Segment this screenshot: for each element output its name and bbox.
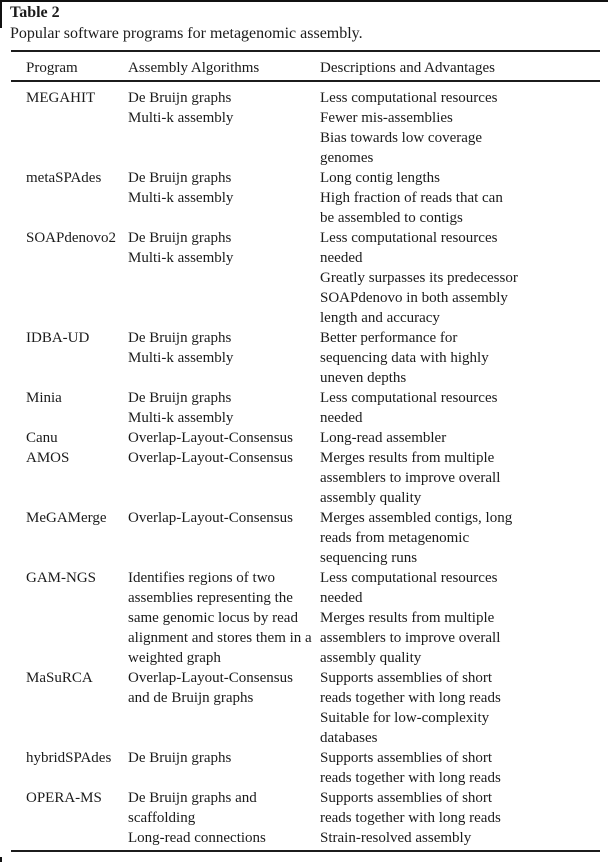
algorithm-line: and de Bruijn graphs: [128, 690, 254, 706]
cell-descriptions: [320, 168, 600, 228]
description-line: Less computational resources: [320, 230, 498, 246]
algorithm-line: Overlap-Layout-Consensus: [128, 670, 293, 686]
program-name: IDBA-UD: [26, 330, 90, 346]
program-name: metaSPAdes: [26, 170, 102, 186]
table-row: [11, 788, 600, 848]
description-line: reads together with long reads: [320, 810, 501, 826]
description-line: databases: [320, 730, 378, 746]
description-line: High fraction of reads that can: [320, 190, 503, 206]
algorithm-line: Overlap-Layout-Consensus: [128, 510, 293, 526]
algorithm-line: Multi-k assembly: [128, 190, 234, 206]
column-header-program: [11, 58, 128, 78]
description-line: SOAPdenovo in both assembly: [320, 290, 508, 306]
description-line: Better performance for: [320, 330, 458, 346]
program-name: Minia: [26, 390, 62, 406]
table-row: [11, 168, 600, 228]
cell-algorithms: [128, 328, 320, 368]
description-line: Long-read assembler: [320, 430, 447, 446]
cell-descriptions: [320, 668, 600, 748]
algorithm-line: Overlap-Layout-Consensus: [128, 430, 293, 446]
cell-algorithms: [128, 568, 320, 668]
description-line: Bias towards low coverage: [320, 130, 483, 146]
description-line: Fewer mis-assemblies: [320, 110, 453, 126]
algorithm-line: De Bruijn graphs: [128, 170, 232, 186]
table-row: [11, 668, 600, 748]
cell-descriptions: [320, 228, 600, 328]
table-caption: Popular software programs for metagenomic assembly.: [10, 25, 363, 42]
description-line: sequencing runs: [320, 550, 418, 566]
cell-algorithms: [128, 788, 320, 848]
cell-descriptions: [320, 568, 600, 668]
description-line: assembly quality: [320, 650, 422, 666]
algorithm-line: assemblies representing the: [128, 590, 293, 606]
algorithm-line: Long-read connections: [128, 830, 266, 846]
description-line: Merges results from multiple: [320, 450, 495, 466]
cell-program: [11, 228, 128, 248]
table-header-row: [11, 52, 600, 82]
program-name: Canu: [26, 430, 58, 446]
program-name: GAM-NGS: [26, 570, 97, 586]
description-line: reads together with long reads: [320, 770, 501, 786]
description-line: Supports assemblies of short: [320, 670, 493, 686]
description-line: Supports assemblies of short: [320, 750, 493, 766]
description-line: Less computational resources: [320, 90, 498, 106]
screenshot-edge-left: [0, 0, 2, 28]
description-line: be assembled to contigs: [320, 210, 463, 226]
table-row: [11, 428, 600, 448]
description-line: Greatly surpasses its predecessor: [320, 270, 518, 286]
screenshot-edge-bottom-left: [0, 857, 2, 862]
table-title: Table 2: [10, 4, 60, 21]
description-line: assemblers to improve overall: [320, 630, 501, 646]
table-row: [11, 88, 600, 168]
algorithm-line: alignment and stores them in a: [128, 630, 312, 646]
description-line: uneven depths: [320, 370, 407, 386]
screenshot-edge-top: [0, 0, 608, 2]
table-row: [11, 448, 600, 508]
algorithm-line: Identifies regions of two: [128, 570, 276, 586]
description-line: reads from metagenomic: [320, 530, 470, 546]
table-row: [11, 568, 600, 668]
algorithm-line: De Bruijn graphs: [128, 230, 232, 246]
program-name: AMOS: [26, 450, 70, 466]
algorithm-line: Multi-k assembly: [128, 350, 234, 366]
cell-program: [11, 568, 128, 588]
column-header-label: Assembly Algorithms: [128, 60, 260, 76]
program-name: MEGAHIT: [26, 90, 96, 106]
description-line: Merges assembled contigs, long: [320, 510, 513, 526]
cell-algorithms: [128, 168, 320, 208]
cell-program: [11, 428, 128, 448]
cell-program: [11, 508, 128, 528]
table-row: [11, 228, 600, 328]
table-row: [11, 328, 600, 388]
cell-descriptions: [320, 448, 600, 508]
algorithm-line: Multi-k assembly: [128, 410, 234, 426]
algorithm-line: scaffolding: [128, 810, 196, 826]
description-line: Less computational resources: [320, 570, 498, 586]
cell-algorithms: [128, 508, 320, 528]
cell-algorithms: [128, 668, 320, 708]
cell-algorithms: [128, 228, 320, 268]
cell-algorithms: [128, 748, 320, 768]
algorithm-line: Multi-k assembly: [128, 250, 234, 266]
description-line: Strain-resolved assembly: [320, 830, 472, 846]
cell-descriptions: [320, 388, 600, 428]
column-header-algorithms: [128, 58, 320, 78]
cell-descriptions: [320, 328, 600, 388]
description-line: sequencing data with highly: [320, 350, 489, 366]
algorithm-line: De Bruijn graphs: [128, 330, 232, 346]
cell-program: [11, 788, 128, 808]
algorithm-line: same genomic locus by read: [128, 610, 298, 626]
cell-algorithms: [128, 448, 320, 468]
description-line: assemblers to improve overall: [320, 470, 501, 486]
algorithm-line: Multi-k assembly: [128, 110, 234, 126]
program-name: hybridSPAdes: [26, 750, 112, 766]
cell-program: [11, 168, 128, 188]
program-name: SOAPdenovo2: [26, 230, 117, 246]
cell-program: [11, 448, 128, 468]
cell-algorithms: [128, 428, 320, 448]
table-row: [11, 748, 600, 788]
table-row: [11, 508, 600, 568]
algorithm-line: weighted graph: [128, 650, 221, 666]
software-table: [11, 50, 600, 852]
cell-algorithms: [128, 388, 320, 428]
description-line: assembly quality: [320, 490, 422, 506]
description-line: Long contig lengths: [320, 170, 440, 186]
program-name: MaSuRCA: [26, 670, 93, 686]
algorithm-line: Overlap-Layout-Consensus: [128, 450, 293, 466]
table-body: [11, 82, 600, 850]
table-row: [11, 388, 600, 428]
cell-descriptions: [320, 508, 600, 568]
program-name: OPERA-MS: [26, 790, 102, 806]
cell-program: [11, 88, 128, 108]
algorithm-line: De Bruijn graphs: [128, 750, 232, 766]
algorithm-line: De Bruijn graphs: [128, 90, 232, 106]
description-line: genomes: [320, 150, 374, 166]
cell-program: [11, 328, 128, 348]
description-line: Merges results from multiple: [320, 610, 495, 626]
cell-program: [11, 388, 128, 408]
description-line: needed: [320, 410, 363, 426]
description-line: needed: [320, 250, 363, 266]
cell-program: [11, 668, 128, 688]
column-header-descriptions: [320, 58, 600, 78]
program-name: MeGAMerge: [26, 510, 107, 526]
description-line: Supports assemblies of short: [320, 790, 493, 806]
cell-descriptions: [320, 428, 600, 448]
column-header-label: Program: [26, 60, 78, 76]
column-header-label: Descriptions and Advantages: [320, 60, 495, 76]
description-line: needed: [320, 590, 363, 606]
cell-algorithms: [128, 88, 320, 128]
algorithm-line: De Bruijn graphs: [128, 390, 232, 406]
cell-descriptions: [320, 788, 600, 848]
cell-descriptions: [320, 88, 600, 168]
description-line: length and accuracy: [320, 310, 440, 326]
description-line: reads together with long reads: [320, 690, 501, 706]
description-line: Less computational resources: [320, 390, 498, 406]
algorithm-line: De Bruijn graphs and: [128, 790, 257, 806]
cell-program: [11, 748, 128, 768]
cell-descriptions: [320, 748, 600, 788]
description-line: Suitable for low-complexity: [320, 710, 490, 726]
